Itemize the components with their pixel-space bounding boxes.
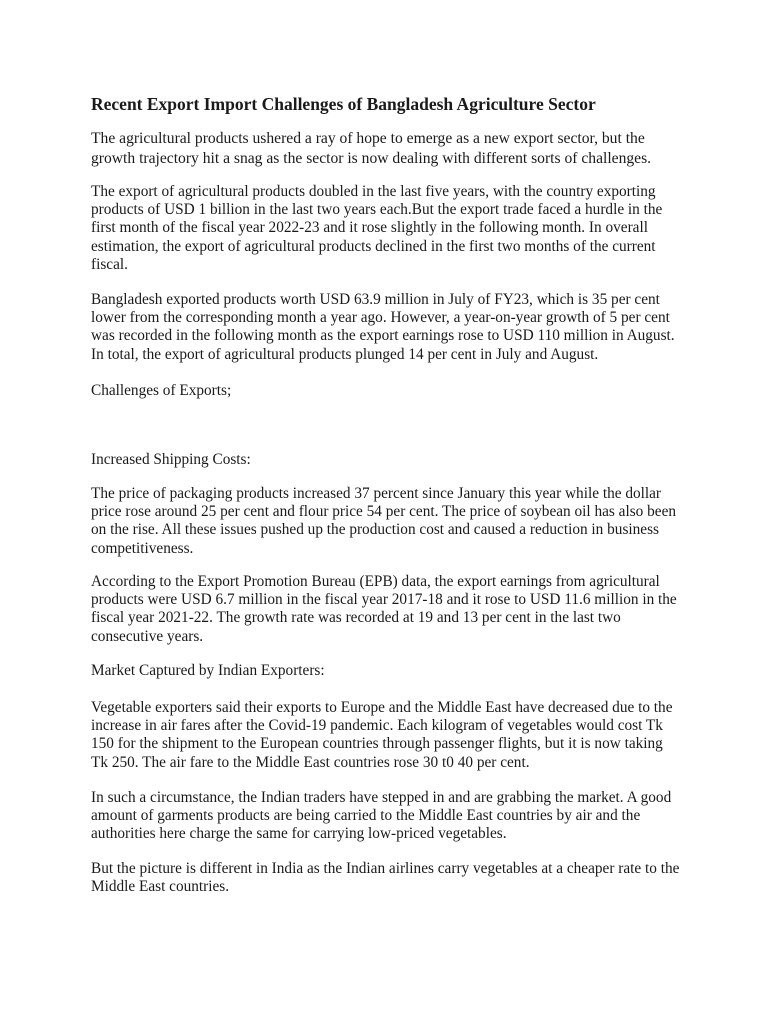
paragraph-indian-traders: In such a circumstance, the Indian traders have stepped in and are grabbing the market. A good amount of garments products are being carried to the Middle East countries by air and the authorities here charge the same for carrying low-priced vegetables. (91, 789, 672, 843)
heading-challenges-of-exports: Challenges of Exports; (91, 382, 232, 399)
paragraph-packaging-prices: The price of packaging products increased 37 percent since January this year while the dollar price rose around 25 per cent and flour price 54 per cent. The price of soybean oil has also been on the rise. All these issues pushed up the production cost and caused a reduction in business competitiveness. (91, 485, 677, 557)
document-title: Recent Export Import Challenges of Bangladesh Agriculture Sector (91, 94, 596, 114)
paragraph-epb-data: According to the Export Promotion Bureau (EPB) data, the export earnings from agricultural products were USD 6.7 million in the fiscal year 2017-18 and it rose to USD 11.6 million in the fiscal year 2021-22. The growth rate was recorded at 19 and 13 per cent in the last two consecutive years. (91, 573, 677, 645)
heading-increased-shipping-costs: Increased Shipping Costs: (91, 451, 251, 468)
paragraph-intro: The agricultural products ushered a ray of hope to emerge as a new export sector, but the growth trajectory hit a snag as the sector is now dealing with different sorts of challenges. (91, 130, 652, 167)
heading-market-captured: Market Captured by Indian Exporters: (91, 662, 325, 679)
paragraph-july-august-exports: Bangladesh exported products worth USD 63.9 million in July of FY23, which is 35 per cent lower from the corresponding month a year ago. However, a year-on-year growth of 5 per cent was recorded in the following month as the export earnings rose to USD 110 million in August. In total, the export of agricultural products plunged 14 per cent in July and August. (91, 291, 675, 363)
paragraph-india-airlines: But the picture is different in India as the Indian airlines carry vegetables at a cheaper rate to the Middle East countries. (91, 860, 680, 896)
paragraph-export-doubled: The export of agricultural products doubled in the last five years, with the country exporting products of USD 1 billion in the last two years each.But the export trade faced a hurdle in the first month of the fiscal year 2022-23 and it rose slightly in the following month. In overall estimation, the export of agricultural products declined in the first two months of the current fiscal. (91, 183, 663, 273)
paragraph-vegetable-exporters: Vegetable exporters said their exports to Europe and the Middle East have decreased due to the increase in air fares after the Covid-19 pandemic. Each kilogram of vegetables would cost Tk 150 for the shipment to the European countries through passenger flights, but it is now taking Tk 250. The air fare to the Middle East countries rose 30 t0 40 per cent. (91, 699, 673, 771)
